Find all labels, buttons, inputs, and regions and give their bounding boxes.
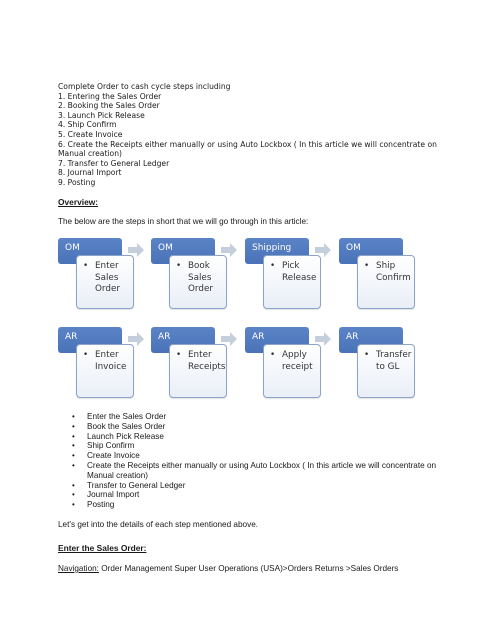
bullet-icon: •: [176, 350, 182, 360]
navigation-line: [58, 564, 398, 573]
list-item: • Ship Confirm: [72, 441, 442, 451]
navigation-label: Navigation:: [58, 564, 99, 573]
step-text: Sales: [95, 272, 119, 283]
bullet-icon: •: [270, 261, 276, 271]
step-text: Enter: [95, 350, 119, 360]
module-header: Shipping: [245, 238, 309, 264]
step-text: to GL: [376, 361, 400, 372]
step-text: Enter: [188, 350, 212, 360]
intro-step: 7. Transfer to General Ledger: [58, 158, 170, 168]
step-text: Enter: [95, 261, 119, 271]
step-text: Release: [282, 272, 317, 283]
step-text: Pick: [282, 261, 300, 271]
step-text: Book: [188, 261, 210, 271]
step-box: [169, 344, 227, 398]
bullet-icon: •: [83, 261, 89, 271]
list-item: • Journal Import: [72, 490, 442, 500]
arrow-right-icon: [221, 243, 237, 257]
step-box: [263, 255, 321, 309]
intro-step: 1. Entering the Sales Order: [58, 91, 162, 101]
navigation-path: Order Management Super User Operations (USA)>Orders Returns >Sales Orders: [98, 564, 399, 573]
overview-heading: Overview:: [58, 197, 99, 207]
intro-step: 8. Journal Import: [58, 168, 122, 178]
list-item: • Book the Sales Order: [72, 422, 442, 432]
module-header: AR: [245, 327, 309, 353]
arrow-right-icon: [128, 243, 144, 257]
module-header: AR: [58, 327, 122, 353]
step-text: receipt: [282, 361, 313, 372]
module-header: AR: [151, 327, 215, 353]
step-text: Order: [95, 284, 120, 294]
step-box: [76, 255, 134, 309]
step-bullet-list: [72, 412, 442, 510]
intro-lead: Complete Order to cash cycle steps including: [58, 82, 231, 91]
module-header: OM: [151, 238, 215, 264]
step-text: Apply: [282, 350, 307, 360]
list-item: • Posting: [72, 500, 442, 510]
step-box: [76, 344, 134, 398]
intro-step: 5. Create Invoice: [58, 129, 123, 139]
step-box: [357, 344, 415, 398]
bullet-icon: •: [176, 261, 182, 271]
bullet-icon: •: [364, 261, 370, 271]
intro-step: 9. Posting: [58, 177, 96, 187]
details-intro: Let's get into the details of each step mentioned above.: [58, 520, 259, 529]
bullet-icon: •: [364, 350, 370, 360]
arrow-right-icon: [315, 332, 331, 346]
step-text: Ship: [376, 261, 396, 271]
step-text: Transfer: [376, 350, 412, 360]
intro-step: 2. Booking the Sales Order: [58, 101, 160, 111]
list-item: • Enter the Sales Order: [72, 412, 442, 422]
step-text: Sales: [188, 272, 212, 283]
intro-step: 3. Launch Pick Release: [58, 110, 145, 120]
module-header: AR: [339, 327, 403, 353]
module-header: OM: [58, 238, 122, 264]
intro-step: 6. Create the Receipts either manually or using Auto Lockbox ( In this article we will concentrate on Manual creation): [58, 139, 437, 159]
overview-text: The below are the steps in short that we will go through in this article:: [58, 217, 309, 226]
step-box: [357, 255, 415, 309]
list-item: • Launch Pick Release: [72, 432, 442, 442]
module-header: OM: [339, 238, 403, 264]
list-item: • Transfer to General Ledger: [72, 481, 442, 491]
arrow-right-icon: [128, 332, 144, 346]
intro-step: 4. Ship Confirm: [58, 120, 117, 130]
list-item: • Create Invoice: [72, 451, 442, 461]
bullet-icon: •: [83, 350, 89, 360]
step-text: Receipts: [188, 361, 226, 372]
step-text: Confirm: [376, 272, 411, 283]
section-heading: Enter the Sales Order:: [58, 543, 147, 553]
bullet-icon: •: [270, 350, 276, 360]
arrow-right-icon: [221, 332, 237, 346]
arrow-right-icon: [315, 243, 331, 257]
step-text: Invoice: [95, 361, 127, 372]
step-box: [263, 344, 321, 398]
step-box: [169, 255, 227, 309]
step-text: Order: [188, 284, 213, 294]
list-item: • Create the Receipts either manually or using Auto Lockbox ( In this article we will concentrate on Manual creation): [72, 461, 442, 481]
